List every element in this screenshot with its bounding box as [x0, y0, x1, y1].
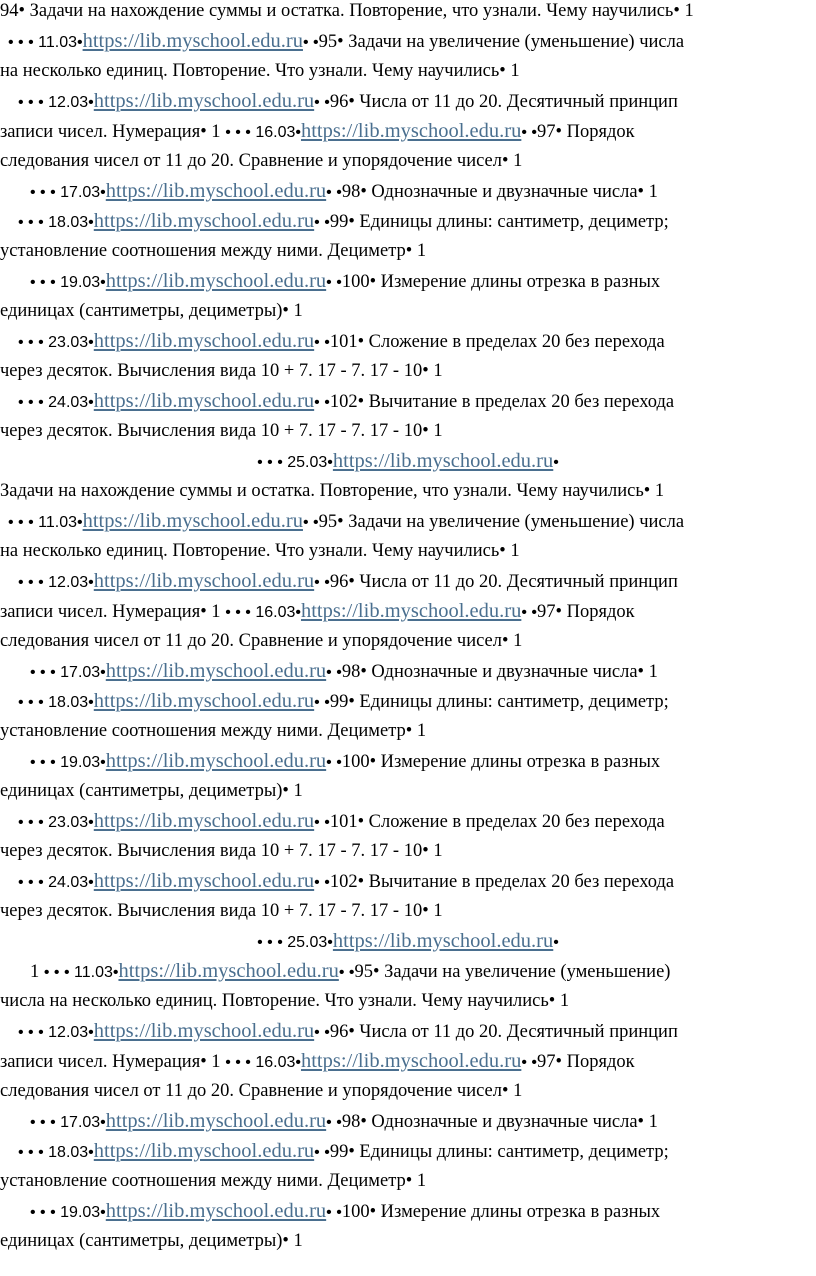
lesson-text: через десяток. Вычисления вида 10 + 7. 17 - 7. 17 - 10• 1	[0, 901, 443, 921]
date-marker: • • • 19.03•	[30, 274, 106, 291]
date-marker: • • • 18.03•	[18, 214, 94, 231]
lesson-text: установление соотношения между ними. Дециметр• 1	[0, 721, 427, 741]
lesson-text: единицах (сантиметры, дециметры)• 1	[0, 781, 303, 801]
date-marker: • • • 25.03•	[257, 454, 333, 471]
text-line	[0, 360, 816, 382]
lesson-text: числа на несколько единиц. Повторение. Что узнали. Чему научились• 1	[0, 991, 570, 1011]
resource-link[interactable]: https://lib.myschool.edu.ru	[93, 810, 315, 832]
text-line	[0, 900, 816, 922]
lesson-text: 102• Вычитание в пределах 20 без перехода	[329, 392, 675, 412]
lesson-text: записи чисел. Нумерация• 1	[0, 602, 226, 622]
date-marker: • •	[302, 34, 319, 51]
date-marker: • • • 17.03•	[30, 664, 106, 681]
resource-link[interactable]: https://lib.myschool.edu.ru	[118, 960, 339, 982]
date-marker: • • • 17.03•	[30, 184, 106, 201]
date-marker: • • • 25.03•	[257, 934, 333, 951]
date-marker: • • • 24.03•	[18, 874, 94, 891]
lesson-text: установление соотношения между ними. Дециметр• 1	[0, 241, 427, 261]
date-marker: • • • 11.03•	[8, 34, 83, 51]
lesson-text: через десяток. Вычисления вида 10 + 7. 17 - 7. 17 - 10• 1	[0, 361, 443, 381]
resource-link[interactable]: https://lib.myschool.edu.ru	[93, 1140, 315, 1162]
text-line	[0, 1020, 816, 1044]
date-marker: • •	[326, 754, 342, 771]
date-marker: • • • 16.03•	[225, 604, 301, 621]
date-marker: • • • 12.03•	[18, 94, 94, 111]
text-line	[0, 390, 816, 414]
date-marker: • • • 24.03•	[18, 394, 94, 411]
date-marker: •	[553, 454, 559, 471]
text-line	[0, 420, 816, 442]
resource-link[interactable]: https://lib.myschool.edu.ru	[93, 330, 315, 352]
date-marker: • •	[326, 184, 342, 201]
lesson-text: 95• Задачи на увеличение (уменьшение) числа	[318, 512, 685, 532]
lesson-text: 96• Числа от 11 до 20. Десятичный принцип	[329, 92, 678, 112]
date-marker: • •	[326, 664, 342, 681]
date-marker: • •	[314, 694, 330, 711]
lesson-text: Задачи на нахождение суммы и остатка. Повторение, что узнали. Чему научились• 1	[0, 481, 665, 501]
date-marker: • • • 18.03•	[18, 1144, 94, 1161]
resource-link[interactable]: https://lib.myschool.edu.ru	[105, 1110, 327, 1132]
lesson-text: через десяток. Вычисления вида 10 + 7. 17 - 7. 17 - 10• 1	[0, 421, 443, 441]
lesson-text: 94• Задачи на нахождение суммы и остатка. Повторение, что узнали. Чему научились• 1	[0, 1, 694, 21]
text-line	[0, 690, 816, 714]
lesson-text: единицах (сантиметры, дециметры)• 1	[0, 1231, 303, 1251]
lesson-text: 102• Вычитание в пределах 20 без перехода	[329, 872, 675, 892]
text-line	[0, 1140, 816, 1164]
date-marker: • • • 16.03•	[225, 124, 301, 141]
date-marker: • • • 17.03•	[30, 1114, 106, 1131]
lesson-text: на несколько единиц. Повторение. Что узнали. Чему научились• 1	[0, 61, 520, 81]
lesson-text: 1	[30, 962, 44, 982]
text-line	[0, 90, 816, 114]
text-line	[0, 810, 816, 834]
lesson-text: 98• Однозначные и двузначные числа• 1	[341, 662, 658, 682]
resource-link[interactable]: https://lib.myschool.edu.ru	[93, 570, 315, 592]
resource-link[interactable]: https://lib.myschool.edu.ru	[332, 450, 554, 472]
date-marker: • • • 23.03•	[18, 334, 94, 351]
date-marker: • •	[314, 1024, 330, 1041]
resource-link[interactable]: https://lib.myschool.edu.ru	[93, 870, 315, 892]
lesson-text: 95• Задачи на увеличение (уменьшение)	[354, 962, 671, 982]
lesson-text: 100• Измерение длины отрезка в разных	[341, 1202, 661, 1222]
text-line	[0, 300, 816, 322]
text-line	[0, 720, 816, 742]
date-marker: • •	[326, 1114, 342, 1131]
text-line	[0, 330, 816, 354]
text-line	[0, 1110, 816, 1134]
text-line	[0, 30, 816, 54]
text-line	[0, 630, 816, 652]
lesson-text: 100• Измерение длины отрезка в разных	[341, 272, 661, 292]
resource-link[interactable]: https://lib.myschool.edu.ru	[300, 600, 522, 622]
date-marker: • •	[314, 1144, 330, 1161]
date-marker: • •	[314, 574, 330, 591]
date-marker: • • • 18.03•	[18, 694, 94, 711]
text-line	[0, 600, 816, 624]
text-line	[0, 750, 816, 774]
date-marker: • •	[521, 604, 537, 621]
text-line	[0, 60, 816, 82]
lesson-text: 101• Сложение в пределах 20 без перехода	[329, 812, 665, 832]
date-marker: • •	[521, 124, 537, 141]
date-marker: • • • 19.03•	[30, 1204, 106, 1221]
text-line	[0, 0, 816, 22]
lesson-text: 101• Сложение в пределах 20 без перехода	[329, 332, 665, 352]
date-marker: • •	[314, 394, 330, 411]
lesson-text: на несколько единиц. Повторение. Что узнали. Чему научились• 1	[0, 541, 520, 561]
text-line	[0, 180, 816, 204]
lesson-text: 100• Измерение длины отрезка в разных	[341, 752, 661, 772]
text-line	[0, 1170, 816, 1192]
text-line	[0, 210, 816, 234]
text-line	[0, 1080, 816, 1102]
resource-link[interactable]: https://lib.myschool.edu.ru	[105, 1200, 327, 1222]
date-marker: • •	[314, 334, 330, 351]
lesson-text: 96• Числа от 11 до 20. Десятичный принцип	[329, 572, 678, 592]
text-line	[0, 120, 816, 144]
resource-link[interactable]: https://lib.myschool.edu.ru	[105, 180, 327, 202]
text-line	[0, 870, 816, 894]
lesson-text: следования чисел от 11 до 20. Сравнение и упорядочение чисел• 1	[0, 151, 523, 171]
text-line	[0, 510, 816, 534]
lesson-text: 99• Единицы длины: сантиметр, дециметр;	[329, 212, 669, 232]
date-marker: • •	[326, 1204, 342, 1221]
date-marker: • •	[314, 874, 330, 891]
text-line	[0, 150, 816, 172]
lesson-text: единицах (сантиметры, дециметры)• 1	[0, 301, 303, 321]
text-line	[0, 240, 816, 262]
resource-link[interactable]: https://lib.myschool.edu.ru	[300, 1050, 522, 1072]
resource-link[interactable]: https://lib.myschool.edu.ru	[300, 120, 522, 142]
lesson-text: 99• Единицы длины: сантиметр, дециметр;	[329, 1142, 669, 1162]
lesson-text: записи чисел. Нумерация• 1	[0, 122, 226, 142]
lesson-text: 97• Порядок	[537, 122, 635, 142]
lesson-text: 98• Однозначные и двузначные числа• 1	[341, 1112, 658, 1132]
date-marker: • • • 16.03•	[225, 1054, 301, 1071]
text-line	[0, 1050, 816, 1074]
resource-link[interactable]: https://lib.myschool.edu.ru	[93, 210, 315, 232]
text-line	[0, 270, 816, 294]
text-line	[0, 450, 816, 474]
text-line	[0, 1200, 816, 1224]
lesson-text: следования чисел от 11 до 20. Сравнение и упорядочение чисел• 1	[0, 1081, 523, 1101]
date-marker: • • • 19.03•	[30, 754, 106, 771]
text-line	[0, 780, 816, 802]
lesson-text: через десяток. Вычисления вида 10 + 7. 17 - 7. 17 - 10• 1	[0, 841, 443, 861]
lesson-text: 99• Единицы длины: сантиметр, дециметр;	[329, 692, 669, 712]
date-marker: • • • 23.03•	[18, 814, 94, 831]
date-marker: • •	[314, 214, 330, 231]
text-line	[0, 660, 816, 684]
date-marker: • •	[314, 94, 330, 111]
lesson-text: записи чисел. Нумерация• 1	[0, 1052, 226, 1072]
resource-link[interactable]: https://lib.myschool.edu.ru	[93, 690, 315, 712]
text-line	[0, 840, 816, 862]
text-line	[0, 990, 816, 1012]
date-marker: •	[553, 934, 559, 951]
date-marker: • • • 11.03•	[43, 964, 119, 981]
date-marker: • • • 11.03•	[8, 514, 83, 531]
lesson-text: 95• Задачи на увеличение (уменьшение) числа	[318, 32, 685, 52]
date-marker: • •	[326, 274, 342, 291]
lesson-text: следования чисел от 11 до 20. Сравнение и упорядочение чисел• 1	[0, 631, 523, 651]
resource-link[interactable]: https://lib.myschool.edu.ru	[93, 90, 315, 112]
date-marker: • •	[521, 1054, 537, 1071]
text-line	[0, 930, 816, 954]
lesson-text: 96• Числа от 11 до 20. Десятичный принцип	[329, 1022, 678, 1042]
text-line	[0, 960, 816, 984]
date-marker: • • • 12.03•	[18, 574, 94, 591]
resource-link[interactable]: https://lib.myschool.edu.ru	[105, 660, 327, 682]
text-line	[0, 570, 816, 594]
resource-link[interactable]: https://lib.myschool.edu.ru	[105, 750, 327, 772]
resource-link[interactable]: https://lib.myschool.edu.ru	[82, 510, 303, 532]
lesson-text: 97• Порядок	[537, 602, 635, 622]
resource-link[interactable]: https://lib.myschool.edu.ru	[93, 1020, 315, 1042]
lesson-text: 98• Однозначные и двузначные числа• 1	[341, 182, 658, 202]
date-marker: • • • 12.03•	[18, 1024, 94, 1041]
lesson-text: установление соотношения между ними. Дециметр• 1	[0, 1171, 427, 1191]
date-marker: • •	[314, 814, 330, 831]
resource-link[interactable]: https://lib.myschool.edu.ru	[332, 930, 554, 952]
resource-link[interactable]: https://lib.myschool.edu.ru	[82, 30, 303, 52]
resource-link[interactable]: https://lib.myschool.edu.ru	[93, 390, 315, 412]
lesson-text: 97• Порядок	[537, 1052, 635, 1072]
date-marker: • •	[338, 964, 355, 981]
text-line	[0, 480, 816, 502]
resource-link[interactable]: https://lib.myschool.edu.ru	[105, 270, 327, 292]
date-marker: • •	[302, 514, 319, 531]
text-line	[0, 1230, 816, 1252]
text-line	[0, 540, 816, 562]
